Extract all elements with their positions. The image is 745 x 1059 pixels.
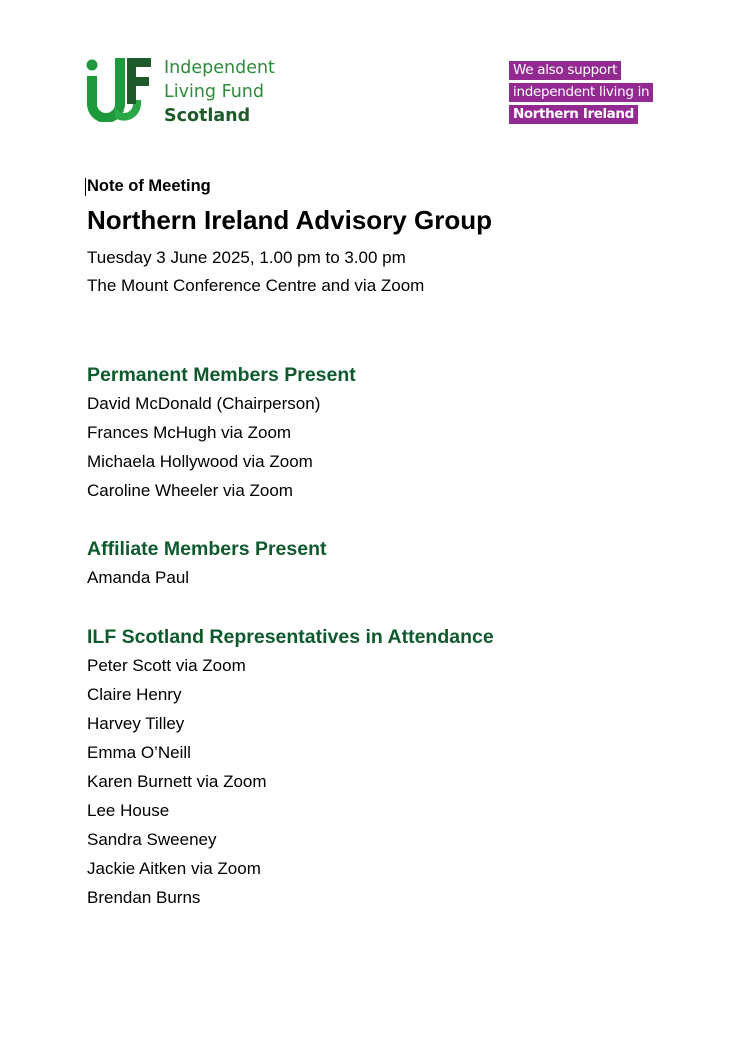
member-item: Jackie Aitken via Zoom (87, 859, 261, 878)
logo-line-2: Living Fund (164, 82, 264, 102)
northern-ireland-support-badge (509, 61, 653, 127)
section-heading: ILF Scotland Representatives in Attendance (87, 626, 494, 648)
section-heading: Affiliate Members Present (87, 538, 327, 560)
section-affiliate-members (87, 535, 687, 592)
text-cursor (85, 178, 86, 196)
member-item: Karen Burnett via Zoom (87, 772, 267, 791)
meeting-location: The Mount Conference Centre and via Zoom (87, 276, 425, 295)
member-item: Claire Henry (87, 685, 182, 704)
member-item: Emma O’Neill (87, 743, 191, 762)
member-item: Lee House (87, 801, 170, 820)
member-item: Frances McHugh via Zoom (87, 423, 292, 442)
member-item: Sandra Sweeney (87, 830, 217, 849)
ilf-logo-mark-icon (86, 56, 152, 122)
logo-wordmark (164, 56, 275, 128)
document-body (87, 174, 687, 912)
ilf-scotland-logo (86, 56, 296, 124)
section-permanent-members (87, 361, 687, 505)
badge-line-1: We also support (509, 61, 621, 80)
page-title: Northern Ireland Advisory Group (87, 205, 492, 235)
member-item: Michaela Hollywood via Zoom (87, 452, 313, 471)
document-type-label (87, 174, 687, 198)
badge-line-3: Northern Ireland (509, 105, 638, 124)
logo-line-3: Scotland (164, 106, 251, 126)
member-item: Harvey Tilley (87, 714, 185, 733)
badge-line-2: independent living in (509, 83, 653, 102)
section-heading: Permanent Members Present (87, 364, 356, 386)
member-item: Amanda Paul (87, 568, 190, 587)
meeting-date-time: Tuesday 3 June 2025, 1.00 pm to 3.00 pm (87, 248, 406, 267)
member-item: David McDonald (Chairperson) (87, 394, 321, 413)
document-type-text: Note of Meeting (87, 177, 211, 195)
section-ilf-representatives (87, 623, 687, 912)
member-item: Peter Scott via Zoom (87, 656, 246, 675)
member-item: Caroline Wheeler via Zoom (87, 481, 293, 500)
logo-line-1: Independent (164, 58, 275, 78)
member-item: Brendan Burns (87, 888, 201, 907)
